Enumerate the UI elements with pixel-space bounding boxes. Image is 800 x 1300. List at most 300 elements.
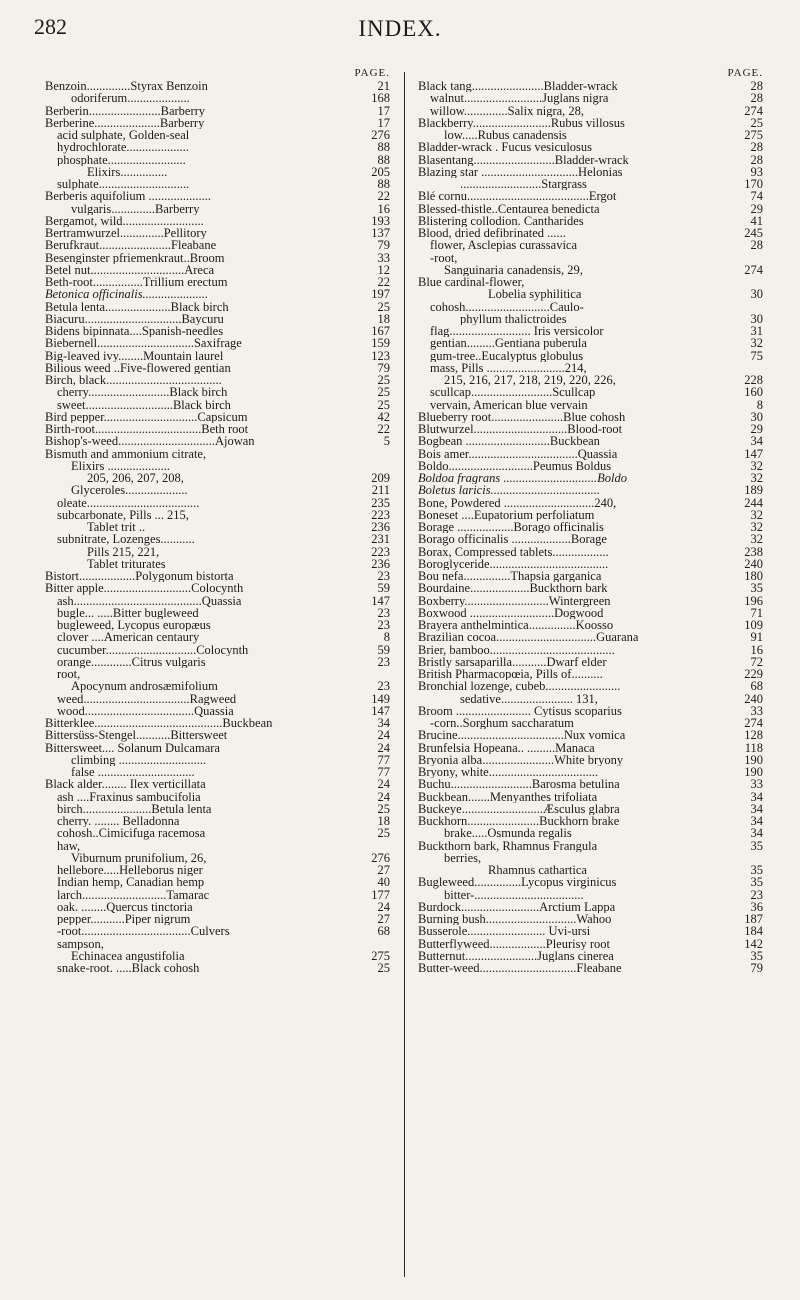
entry-text: Busserole......................... Uvi-ursi — [418, 925, 591, 938]
entry-text: Betula lenta.....................Black birch — [45, 300, 229, 313]
entry-text: brake.....Osmunda regalis — [444, 827, 572, 840]
index-entry — [418, 925, 763, 937]
entry-text: Berberine.....................Barberry — [45, 116, 205, 129]
entry-text: wood...................................Quassia — [57, 704, 234, 717]
entry-text: vervain, American blue vervain — [430, 398, 588, 411]
index-entry — [45, 754, 390, 766]
entry-page: 71 — [750, 605, 763, 620]
entry-text: haw, — [57, 839, 81, 852]
index-entry — [418, 362, 763, 374]
entry-text: Bertramwurzel..............Pellitory — [45, 227, 207, 240]
entry-page: 159 — [371, 336, 390, 351]
index-entry — [418, 766, 763, 778]
index-entry — [418, 644, 763, 656]
entry-page: 22 — [377, 275, 390, 289]
entry-page: 274 — [744, 103, 763, 118]
entry-page: 33 — [750, 777, 763, 792]
entry-text: Blé cornu.......................................Ergot — [418, 190, 617, 203]
index-entry — [45, 448, 390, 460]
entry-text: Elixirs .................... — [71, 459, 170, 472]
entry-page: 236 — [371, 556, 390, 571]
entry-page: 187 — [744, 912, 763, 926]
index-entry — [45, 607, 390, 619]
entry-text: walnut.........................Juglans nigra — [430, 92, 609, 105]
index-entry — [418, 754, 763, 766]
index-entry — [45, 80, 390, 92]
entry-text: sweet............................Black birch — [57, 398, 231, 411]
entry-page: 32 — [750, 336, 763, 351]
entry-page: 147 — [371, 593, 390, 608]
entry-page: 209 — [371, 471, 390, 485]
entry-page: 34 — [750, 801, 763, 816]
entry-text: Bronchial lozenge, cubeb........................ — [418, 680, 621, 693]
entry-text: mass, Pills .........................214, — [430, 361, 587, 374]
index-entry — [418, 288, 763, 300]
index-entry — [418, 117, 763, 129]
entry-text: cherry. ........ Belladonna — [57, 815, 180, 828]
entry-text: Elixirs............... — [87, 165, 168, 178]
entry-text: Bittersüss-Stengel...........Bittersweet — [45, 729, 228, 742]
index-entry — [418, 509, 763, 521]
entry-text: Blackberry.........................Rubus villosus — [418, 116, 625, 129]
entry-text: Benzoin..............Styrax Benzoin — [45, 80, 208, 93]
entry-page: 30 — [750, 409, 763, 424]
entry-text: Apocynum androsæmifolium — [71, 680, 218, 693]
index-entry — [418, 827, 763, 839]
entry-text: Borago officinalis ...................Borage — [418, 533, 607, 546]
index-entry — [418, 472, 763, 484]
index-entry — [418, 582, 763, 594]
entry-text: Bladder-wrack . Fucus vesiculosus — [418, 141, 593, 154]
entry-page: 223 — [371, 507, 390, 522]
entry-page: 167 — [371, 324, 390, 338]
entry-text: -root, — [430, 251, 458, 264]
index-entry — [45, 680, 390, 692]
index-entry — [418, 80, 763, 92]
entry-text: root, — [57, 668, 81, 681]
index-entry — [418, 460, 763, 472]
entry-text: scullcap..........................Scullcap — [430, 386, 596, 399]
index-entry — [45, 558, 390, 570]
index-entry — [45, 154, 390, 166]
entry-text: Tablet triturates — [87, 557, 166, 570]
entry-text: ash.........................................Quassia — [57, 594, 242, 607]
index-entry — [418, 889, 763, 901]
entry-text: Burdock.........................Arctium Lappa — [418, 900, 616, 913]
index-entry — [45, 570, 390, 582]
entry-page: 118 — [744, 740, 763, 755]
entry-page: 35 — [750, 948, 763, 963]
entry-page: 25 — [377, 385, 390, 400]
entry-page: 24 — [377, 899, 390, 914]
entry-page: 236 — [371, 520, 390, 534]
entry-text: Betonica officinalis..................... — [45, 288, 209, 301]
column-divider — [404, 72, 405, 1277]
index-entry — [418, 840, 763, 852]
entry-page: 274 — [744, 262, 763, 277]
index-entry — [45, 399, 390, 411]
index-entry — [418, 215, 763, 227]
entry-page: 74 — [750, 189, 763, 204]
entry-text: British Pharmacopœia, Pills of.......... — [418, 668, 603, 681]
index-entry — [45, 411, 390, 423]
entry-text: phosphate......................... — [57, 153, 186, 166]
entry-text: ..........................Stargrass — [460, 178, 587, 191]
entry-page: 196 — [744, 593, 763, 608]
entry-text: Butterflyweed..................Pleurisy root — [418, 937, 610, 950]
entry-text: Blueberry root.......................Blue cohosh — [418, 410, 626, 423]
entry-text: cohosh..Cimicifuga racemosa — [57, 827, 206, 840]
index-entry — [418, 276, 763, 288]
index-entry — [45, 840, 390, 852]
index-entry — [418, 595, 763, 607]
index-entry — [45, 374, 390, 386]
entry-page: 170 — [744, 177, 763, 191]
entry-text: orange.............Citrus vulgaris — [57, 655, 206, 668]
index-entry — [45, 215, 390, 227]
entry-page: 147 — [744, 446, 763, 461]
entry-page: 77 — [377, 765, 390, 779]
entry-page: 34 — [377, 716, 390, 730]
entry-page: 276 — [371, 850, 390, 865]
index-entry — [418, 399, 763, 411]
index-entry — [418, 742, 763, 754]
entry-page: 28 — [750, 79, 763, 93]
index-entry — [418, 546, 763, 558]
index-entry — [45, 227, 390, 239]
entry-text: phyllum thalictroides — [460, 312, 567, 325]
entry-text: Viburnum prunifolium, 26, — [71, 851, 207, 864]
index-entry — [418, 950, 763, 962]
index-entry — [45, 938, 390, 950]
entry-text: Bittersweet.... Solanum Dulcamara — [45, 741, 220, 754]
entry-page: 240 — [744, 556, 763, 571]
entry-text: Blue cardinal-flower, — [418, 276, 525, 289]
entry-text: sampson, — [57, 937, 104, 950]
entry-page: 40 — [377, 875, 390, 890]
index-entry — [45, 423, 390, 435]
entry-page: 32 — [750, 532, 763, 547]
entry-text: Bogbean ...........................Buckbean — [418, 435, 600, 448]
entry-page: 35 — [750, 581, 763, 596]
entry-text: Pills 215, 221, — [87, 545, 160, 558]
entry-text: bitter-................................... — [444, 888, 584, 901]
entry-text: Birth-root..................................Beth root — [45, 423, 249, 436]
entry-page: 72 — [750, 654, 763, 669]
entry-text: Boxwood ...........................Dogwood — [418, 606, 604, 619]
entry-text: Brier, bamboo........................................ — [418, 643, 615, 656]
entry-text: Brayera anthelmintica...............Koosso — [418, 619, 614, 632]
index-entry — [418, 607, 763, 619]
entry-text: Blasentang..........................Bladder-wrack — [418, 153, 629, 166]
entry-text: Borage ..................Borago officinalis — [418, 521, 604, 534]
entry-text: Bugleweed...............Lycopus virginicus — [418, 876, 617, 889]
page-number: 282 — [34, 14, 67, 39]
entry-page: 88 — [377, 140, 390, 155]
entry-page: 33 — [750, 703, 763, 718]
index-entry — [45, 791, 390, 803]
entry-page: 34 — [750, 826, 763, 841]
entry-text: Bois amer...................................Quassia — [418, 447, 618, 460]
entry-text: larch...........................Tamarac — [57, 888, 210, 901]
index-entry — [418, 791, 763, 803]
index-entry — [418, 178, 763, 190]
entry-text: hydrochlorate.................... — [57, 141, 189, 154]
index-entry — [45, 288, 390, 300]
index-entry — [418, 350, 763, 362]
entry-page: 142 — [744, 936, 763, 951]
index-entry — [45, 852, 390, 864]
entry-text: Biebernell...............................Saxifrage — [45, 337, 242, 350]
entry-text: Birch, black..................................... — [45, 374, 222, 387]
entry-page: 91 — [750, 630, 763, 645]
index-entry — [418, 411, 763, 423]
index-entry — [418, 497, 763, 509]
entry-page: 68 — [750, 679, 763, 694]
index-entry — [418, 190, 763, 202]
index-entry — [45, 705, 390, 717]
entry-text: ash ....Fraxinus sambucifolia — [57, 790, 201, 803]
page-title: INDEX. — [358, 16, 442, 41]
entry-text: Betel nut..............................Areca — [45, 263, 215, 276]
index-entry — [418, 227, 763, 239]
index-entry — [45, 546, 390, 558]
index-entry — [418, 852, 763, 864]
index-entry — [45, 582, 390, 594]
entry-page: 23 — [377, 679, 390, 694]
entry-page: 177 — [371, 887, 390, 902]
entry-text: Biacuru...............................Baycuru — [45, 312, 224, 325]
index-entry — [418, 166, 763, 178]
entry-text: Brucine..................................Nux vomica — [418, 729, 626, 742]
entry-page: 27 — [377, 912, 390, 926]
right-entry-list — [418, 80, 763, 974]
index-entry — [418, 386, 763, 398]
right-index-column — [418, 66, 763, 974]
index-entry — [45, 239, 390, 251]
index-entry — [418, 141, 763, 153]
entry-text: willow..............Salix nigra, 28, — [430, 104, 585, 117]
index-entry — [45, 656, 390, 668]
entry-page: 36 — [750, 899, 763, 914]
entry-text: Besenginster pfriemenkraut..Broom — [45, 251, 225, 264]
entry-text: Broom ........................ Cytisus scoparius — [418, 704, 622, 717]
index-entry — [45, 913, 390, 925]
entry-text: 215, 216, 217, 218, 219, 220, 226, — [444, 374, 616, 387]
entry-page: 228 — [744, 373, 763, 387]
entry-text: Tablet trit .. — [87, 521, 146, 534]
index-entry — [45, 141, 390, 153]
right-page-header: PAGE. — [727, 67, 763, 79]
entry-page: 35 — [750, 863, 763, 877]
index-entry — [45, 803, 390, 815]
index-entry — [418, 631, 763, 643]
index-entry — [418, 913, 763, 925]
index-entry — [45, 766, 390, 778]
entry-page: 93 — [750, 164, 763, 179]
index-entry — [45, 435, 390, 447]
left-page-header: PAGE. — [354, 67, 390, 79]
entry-text: Boldoa fragrans ..............................Boldo — [418, 472, 628, 485]
index-entry — [45, 717, 390, 729]
index-entry — [45, 889, 390, 901]
entry-page: 35 — [750, 838, 763, 853]
entry-page: 23 — [377, 605, 390, 620]
index-entry — [418, 435, 763, 447]
index-entry — [45, 276, 390, 288]
index-entry — [45, 460, 390, 472]
entry-text: Boxberry...........................Wintergreen — [418, 594, 611, 607]
index-entry — [45, 105, 390, 117]
index-entry — [45, 252, 390, 264]
index-entry — [418, 570, 763, 582]
entry-page: 275 — [744, 128, 763, 142]
entry-text: Boletus laricis................................... — [418, 484, 600, 497]
entry-page: 205 — [371, 164, 390, 179]
index-entry — [45, 962, 390, 974]
index-entry — [45, 484, 390, 496]
entry-page: 235 — [371, 495, 390, 510]
entry-page: 77 — [377, 752, 390, 767]
entry-page: 24 — [377, 728, 390, 743]
entry-page: 276 — [371, 128, 390, 142]
entry-page: 88 — [377, 177, 390, 191]
entry-text: Bou nefa...............Thapsia garganica — [418, 570, 602, 583]
entry-page: 275 — [371, 948, 390, 963]
entry-text: hellebore.....Helleborus niger — [57, 864, 203, 877]
entry-text: Big-leaved ivy........Mountain laurel — [45, 349, 224, 362]
entry-text: Borax, Compressed tablets.................. — [418, 545, 609, 558]
left-index-column — [45, 66, 390, 974]
index-entry — [45, 742, 390, 754]
entry-text: Buckbean.......Menyanthes trifoliata — [418, 790, 598, 803]
index-entry — [45, 313, 390, 325]
entry-text: Bilious weed ..Five-flowered gentian — [45, 361, 231, 374]
index-entry — [418, 239, 763, 251]
entry-text: snake-root. .....Black cohosh — [57, 962, 200, 975]
entry-text: 205, 206, 207, 208, — [87, 472, 184, 485]
entry-text: gum-tree..Eucalyptus globulus — [430, 349, 584, 362]
index-entry — [45, 925, 390, 937]
entry-page: 30 — [750, 287, 763, 302]
index-entry — [418, 533, 763, 545]
entry-text: sedative....................... 131, — [460, 692, 598, 705]
entry-page: 17 — [377, 115, 390, 130]
entry-text: Bismuth and ammonium citrate, — [45, 447, 207, 460]
entry-text: Beth-root................Trillium erectum — [45, 276, 228, 289]
entry-page: 32 — [750, 507, 763, 522]
index-entry — [418, 374, 763, 386]
index-entry — [418, 815, 763, 827]
entry-page: 68 — [377, 924, 390, 939]
index-entry — [418, 423, 763, 435]
entry-page: 8 — [383, 630, 390, 645]
entry-text: Berufkraut.......................Fleabane — [45, 239, 217, 252]
entry-text: -root...................................Culvers — [57, 925, 230, 938]
entry-page: 18 — [377, 311, 390, 326]
entry-text: Rhamnus cathartica — [488, 864, 587, 877]
entry-page: 28 — [750, 238, 763, 253]
entry-text: gentian.........Gentiana puberula — [430, 337, 587, 350]
entry-page: 109 — [744, 618, 763, 632]
index-entry — [418, 705, 763, 717]
index-entry — [418, 729, 763, 741]
index-entry — [418, 901, 763, 913]
entry-page: 197 — [371, 287, 390, 302]
entry-page: 88 — [377, 152, 390, 167]
entry-page: 34 — [750, 814, 763, 828]
entry-text: climbing ............................ — [71, 753, 207, 766]
entry-text: Bryony, white................................... — [418, 766, 599, 779]
entry-text: Butternut.......................Juglans cinerea — [418, 949, 614, 962]
entry-page: 180 — [744, 569, 763, 583]
entry-text: Lobelia syphilitica — [488, 288, 582, 301]
index-entry — [45, 497, 390, 509]
entry-text: flag.......................... Iris versicolor — [430, 325, 604, 338]
entry-text: Bryonia alba.......................White bryony — [418, 753, 624, 766]
entry-page: 25 — [750, 115, 763, 130]
entry-text: Bird pepper..............................Capsicum — [45, 410, 248, 423]
index-entry — [45, 778, 390, 790]
entry-page: 244 — [744, 495, 763, 510]
entry-text: false ............................... — [71, 766, 195, 779]
index-entry — [418, 337, 763, 349]
entry-page: 23 — [750, 887, 763, 902]
entry-page: 137 — [371, 226, 390, 240]
index-entry — [45, 644, 390, 656]
entry-page: 160 — [744, 385, 763, 400]
index-entry — [45, 190, 390, 202]
entry-text: subcarbonate, Pills ... 215, — [57, 508, 189, 521]
index-entry — [418, 325, 763, 337]
index-entry — [45, 668, 390, 680]
entry-page: 28 — [750, 91, 763, 106]
entry-page: 21 — [377, 79, 390, 93]
entry-text: Bitterklee.........................................Buckbean — [45, 717, 273, 730]
entry-page: 168 — [371, 91, 390, 106]
entry-page: 5 — [383, 434, 390, 449]
entry-page: 23 — [377, 618, 390, 632]
index-entry — [418, 313, 763, 325]
index-entry — [418, 448, 763, 460]
entry-page: 123 — [371, 348, 390, 363]
entry-text: -corn..Sorghum saccharatum — [430, 717, 574, 730]
entry-text: sulphate............................. — [57, 178, 190, 191]
entry-page: 31 — [750, 324, 763, 338]
index-entry — [45, 521, 390, 533]
index-entry — [45, 631, 390, 643]
entry-page: 18 — [377, 814, 390, 828]
entry-text: Black tang.......................Bladder-wrack — [418, 80, 618, 93]
entry-text: Blutwurzel..............................Blood-root — [418, 423, 623, 436]
entry-text: Bristly sarsaparilla...........Dwarf elder — [418, 655, 607, 668]
entry-text: Bone, Powdered .............................240, — [418, 496, 617, 509]
entry-text: Blistering collodion. Cantharides — [418, 214, 584, 227]
entry-page: 32 — [750, 520, 763, 534]
index-entry — [45, 619, 390, 631]
left-entry-list — [45, 80, 390, 974]
entry-page: 59 — [377, 642, 390, 657]
index-entry — [418, 668, 763, 680]
index-entry — [418, 680, 763, 692]
entry-page: 211 — [371, 483, 390, 498]
entry-page: 190 — [744, 765, 763, 779]
entry-page: 149 — [371, 691, 390, 706]
entry-page: 30 — [750, 311, 763, 326]
index-entry — [418, 154, 763, 166]
entry-text: cohosh...........................Caulo- — [430, 300, 584, 313]
index-entry — [418, 264, 763, 276]
